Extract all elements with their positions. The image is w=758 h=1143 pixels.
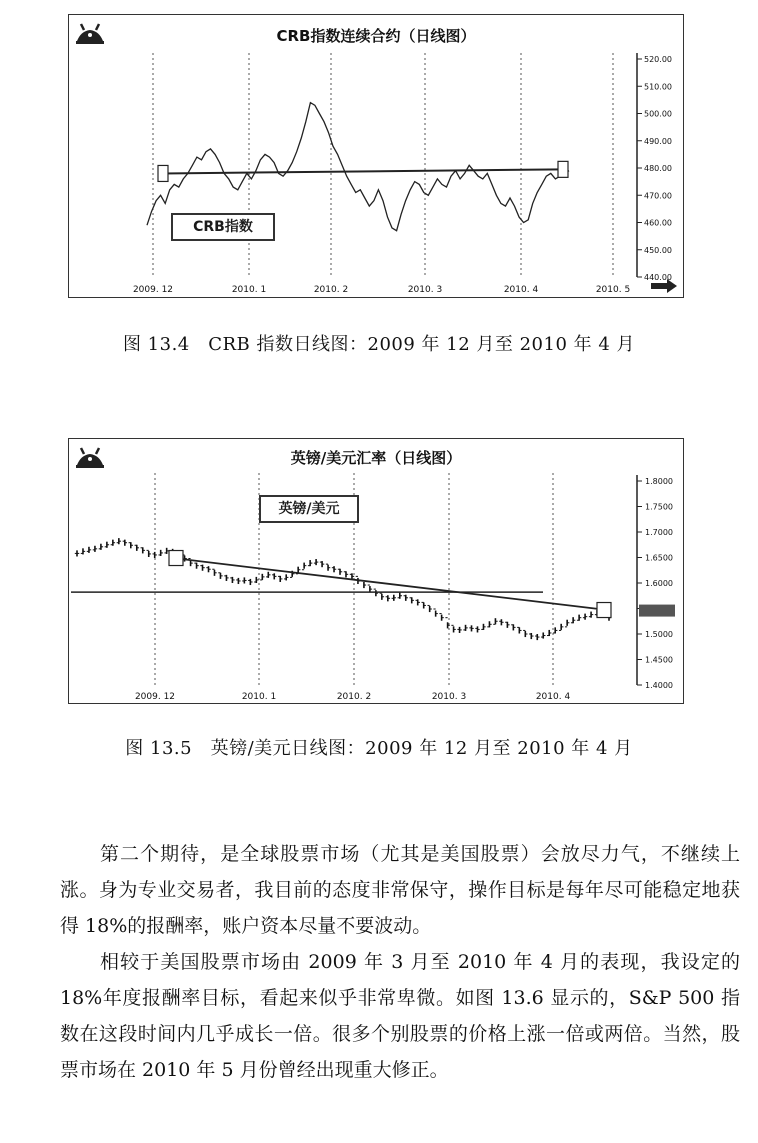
y-tick-label: 460.00 [644,218,672,228]
y-tick-label: 1.7000 [645,528,673,537]
y-tick-label: 1.5000 [645,630,673,639]
x-tick-label: 2010. 4 [535,692,571,702]
y-tick-label: 1.6500 [645,553,673,563]
y-tick-label: 1.6000 [645,579,673,588]
x-tick-label: 2010. 3 [407,285,443,295]
trendline-anchor-box [169,551,183,566]
y-tick-label: 480.00 [644,164,672,173]
y-tick-label: 1.8000 [645,477,673,486]
y-tick-label: 1.4000 [645,681,673,690]
x-tick-label: 2010. 5 [595,285,631,295]
x-tick-label: 2010. 1 [231,285,267,295]
figure-caption: 图 13.5 英镑/美元日线图：2009 年 12 月至 2010 年 4 月 [125,738,633,759]
chart-title: CRB指数连续合约（日线图） [276,27,476,45]
y-tick-label: 520.00 [644,55,672,64]
paragraph: 第二个期待，是全球股票市场（尤其是美国股票）会放尽力气，不继续上涨。身为专业交易者，我目前的态度非常保守，操作目标是每年尽可能稳定地获得 18%的报酬率，账户资本尽量不要波动。 [60,843,740,937]
x-tick-label: 2010. 2 [336,692,372,702]
y-tick-label: 500.00 [644,109,672,119]
trendline-anchor-box [558,161,568,177]
figure-caption: 图 13.4 CRB 指数日线图：2009 年 12 月至 2010 年 4 月 [122,334,636,355]
x-tick-label: 2009. 12 [134,692,176,702]
x-tick-label: 2010. 4 [503,285,539,295]
body-text [60,836,740,1088]
series-line [147,103,569,231]
chart-title: 英镑/美元汇率（日线图） [290,449,462,467]
gbpusd-bar-chart [69,439,683,703]
y-tick-label: 470.00 [644,191,672,201]
y-tick-label: 490.00 [644,136,672,146]
y-tick-label: 450.00 [644,245,672,255]
x-tick-label: 2009. 12 [132,285,174,295]
trendline-anchor-box [597,603,611,618]
x-tick-label: 2010. 1 [241,692,277,702]
crb-line-chart [69,15,683,297]
series-label: 英镑/美元 [278,501,340,517]
series-label: CRB指数 [193,219,253,235]
y-tick-label: 440.00 [644,273,672,282]
last-price-tag [639,605,675,617]
trendline [177,559,603,610]
series-label-box [259,495,359,523]
trendline-anchor-box [158,165,168,181]
paragraph: 相较于美国股票市场由 2009 年 3 月至 2010 年 4 月的表现，我设定的 18%年度报酬率目标，看起来似乎非常卑微。如图 13.6 显示的，S&P 500 指数在这段时间内几乎成长一倍。很多个别股票的价格上涨一倍或两倍。当然，股票市场在 2010 年 5 月份曾经出现重大修正。 [60,951,740,1081]
series-label-box [171,213,275,241]
y-tick-label: 1.7500 [645,502,673,512]
crb-chart-frame [68,14,684,298]
y-tick-label: 510.00 [644,82,672,92]
gbpusd-chart-frame [68,438,684,704]
y-tick-label: 1.4500 [645,655,673,665]
x-tick-label: 2010. 3 [431,692,467,702]
x-tick-label: 2010. 2 [313,285,349,295]
